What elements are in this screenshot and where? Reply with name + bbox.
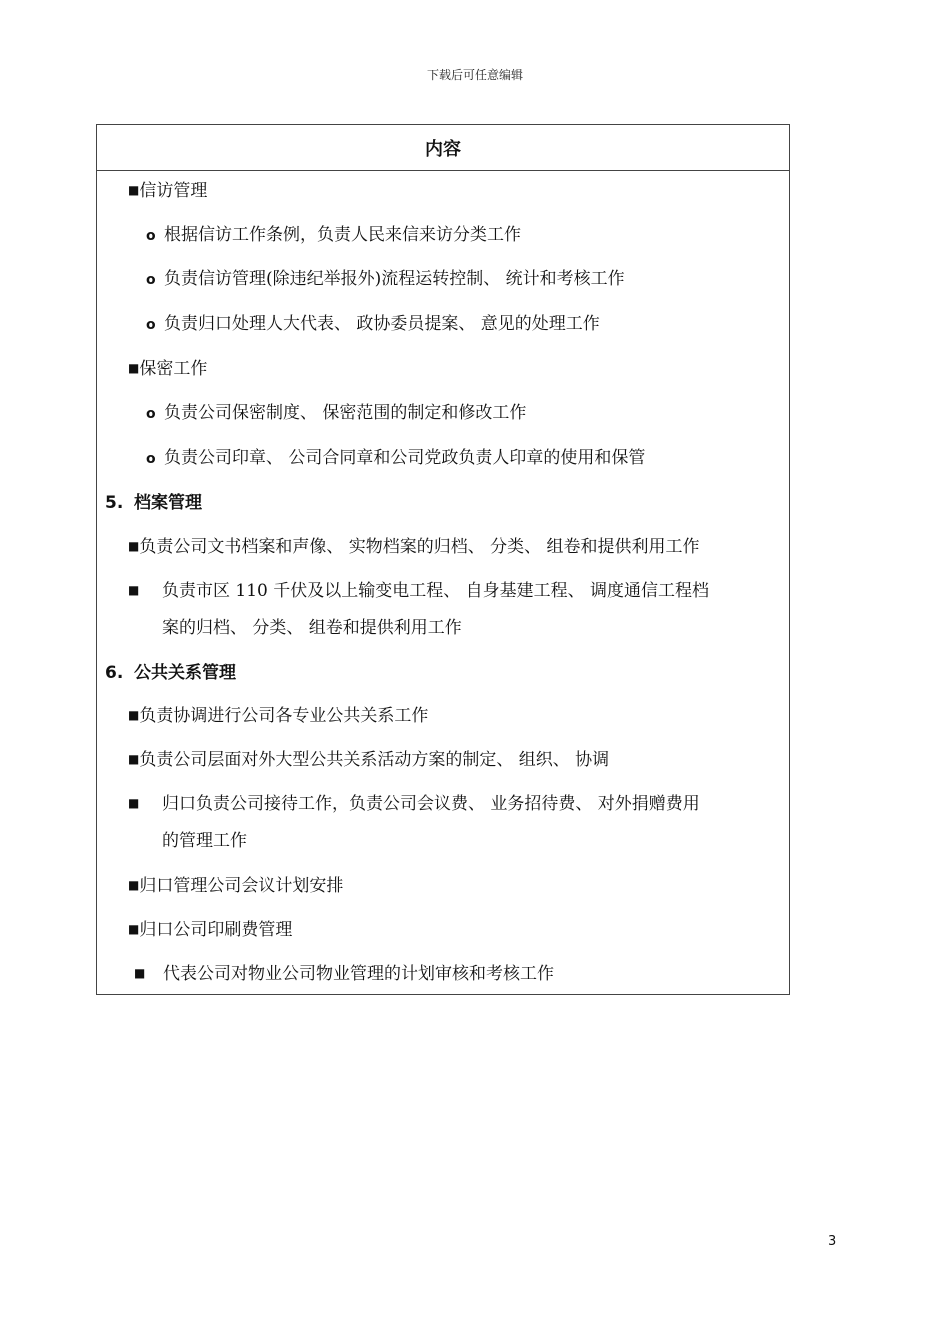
list-item: o 负责公司印章、 公司合同章和公司党政负责人印章的使用和保管 [146, 446, 645, 471]
list-item: o 根据信访工作条例，负责人民来信来访分类工作 [146, 223, 521, 248]
list-item-continuation: 案的归档、 分类、 组卷和提供利用工作 [162, 618, 462, 638]
circle-bullet-icon: o [146, 317, 156, 333]
list-item: o 负责公司保密制度、 保密范围的制定和修改工作 [146, 401, 526, 426]
list-item: ■归口公司印刷费管理 [128, 918, 292, 943]
square-bullet-icon: ■ [128, 795, 140, 810]
square-bullet-icon: ■ [128, 707, 140, 722]
list-item-continuation: 的管理工作 [162, 831, 247, 851]
section-heading: 6. 公共关系管理 [105, 663, 236, 683]
square-bullet-icon: ■ [128, 360, 140, 375]
list-item: ■ 归口负责公司接待工作，负责公司会议费、 业务招待费、 对外捐赠费用 [128, 792, 700, 817]
list-item: ■ 代表公司对物业公司物业管理的计划审核和考核工作 [134, 962, 554, 987]
table-header: 内容 [97, 125, 789, 171]
square-bullet-icon: ■ [128, 582, 140, 597]
list-item: ■信访管理 [128, 179, 207, 204]
list-item: ■负责公司文书档案和声像、 实物档案的归档、 分类、 组卷和提供利用工作 [128, 535, 700, 560]
list-item: ■归口管理公司会议计划安排 [128, 874, 343, 899]
square-bullet-icon: ■ [128, 538, 140, 553]
page-header: 下载后可任意编辑 [426, 68, 523, 82]
list-item: ■ 负责市区 110 千伏及以上输变电工程、 自身基建工程、 调度通信工程档 [128, 579, 709, 604]
square-bullet-icon: ■ [134, 965, 146, 980]
square-bullet-icon: ■ [128, 921, 140, 936]
list-item: ■保密工作 [128, 357, 207, 382]
section-heading: 5. 档案管理 [105, 493, 202, 513]
circle-bullet-icon: o [146, 451, 156, 467]
content-table [96, 124, 790, 995]
square-bullet-icon: ■ [128, 182, 140, 197]
list-item: ■负责公司层面对外大型公共关系活动方案的制定、 组织、 协调 [128, 748, 609, 773]
square-bullet-icon: ■ [128, 877, 140, 892]
list-item: o 负责归口处理人大代表、 政协委员提案、 意见的处理工作 [146, 312, 600, 337]
page-number: 3 [828, 1234, 837, 1249]
circle-bullet-icon: o [146, 228, 156, 244]
circle-bullet-icon: o [146, 406, 156, 422]
list-item: o 负责信访管理(除违纪举报外)流程运转控制、 统计和考核工作 [146, 267, 625, 292]
circle-bullet-icon: o [146, 272, 156, 288]
square-bullet-icon: ■ [128, 751, 140, 766]
list-item: ■负责协调进行公司各专业公共关系工作 [128, 704, 428, 729]
